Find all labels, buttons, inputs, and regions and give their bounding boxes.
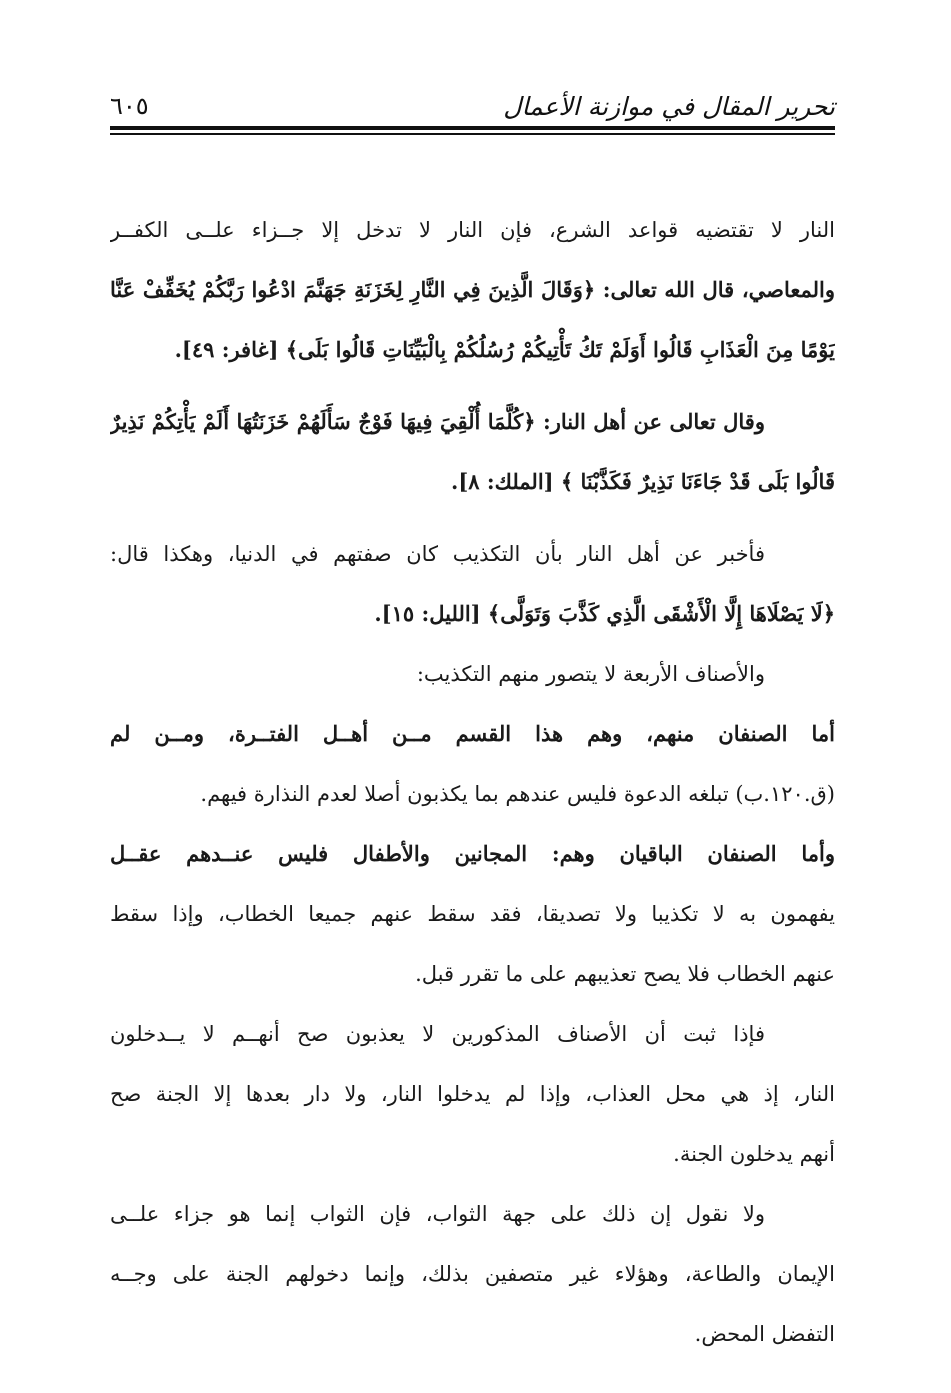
text-line-verse: قَالُوا بَلَى قَدْ جَاءَنَا نَذِيرٌ فَكَذَّبْنَا ﴾ [الملك: ٨]. (451, 469, 835, 494)
text-line: فإذا ثبت أن الأصناف المذكورين لا يعذبون صح أنهــم لا يــدخلون (110, 1022, 765, 1046)
text-line: أما الصنفان منهم، وهم هذا القسم مــن أهــل الفتــرة، ومــن لم (110, 721, 835, 746)
text-line-verse: والمعاصي، قال الله تعالى: ﴿وَقَالَ الَّذِينَ فِي النَّارِ لِخَزَنَةِ جَهَنَّمَ ادْعُوا رَبَّكُمْ يُخَفِّفْ عَنَّا (110, 277, 835, 302)
text-line: فأخبر عن أهل النار بأن التكذيب كان صفتهم في الدنيا، وهكذا قال: (110, 542, 765, 566)
header-rule-thin (110, 133, 835, 135)
page-header (110, 86, 835, 130)
text-line: وأما الصنفان الباقيان وهم: المجانين والأطفال فليس عنــدهم عقــل (110, 841, 835, 866)
text-line: عنهم الخطاب فلا يصح تعذيبهم على ما تقرر قبل. (415, 962, 835, 986)
text-line: النار لا تقتضيه قواعد الشرع، فإن النار لا تدخل إلا جــزاء علــى الكفــر (110, 218, 835, 242)
text-line: يفهمون به لا تكذيبا ولا تصديقا، فقد سقط عنهم جميعا الخطاب، وإذا سقط (110, 902, 835, 926)
text-line-with-margin-note: (ق.١٢٠.ب) تبلغه الدعوة فليس عندهم بما يكذبون أصلا لعدم النذارة فيهم. (200, 782, 835, 806)
text-line: النار، إذ هي محل العذاب، وإذا لم يدخلوا النار، ولا دار بعدها إلا الجنة صح (110, 1082, 835, 1106)
text-line: والأصناف الأربعة لا يتصور منهم التكذيب: (416, 662, 765, 686)
body-text (110, 200, 835, 1364)
text-line: ولا نقول إن ذلك على جهة الثواب، فإن الثواب إنما هو جزاء علــى (110, 1202, 765, 1226)
text-line-verse: وقال تعالى عن أهل النار: ﴿كُلَّمَا أُلْقِيَ فِيهَا فَوْجٌ سَأَلَهُمْ خَزَنَتُهَا أَلَمْ يَأْتِكُمْ نَذِيرٌ (110, 409, 765, 434)
text-line: أنهم يدخلون الجنة. (673, 1142, 835, 1166)
text-line: الإيمان والطاعة، وهؤلاء غير متصفين بذلك، وإنما دخولهم الجنة على وجــه (110, 1262, 835, 1286)
page-number: ٦٠٥ (110, 92, 149, 120)
header-rule-thick (110, 126, 835, 130)
text-line-verse: يَوْمًا مِنَ الْعَذَابِ قَالُوا أَوَلَمْ تَكُ تَأْتِيكُمْ رُسُلُكُمْ بِالْبَيِّنَاتِ قَالُوا بَلَى﴾ [غافر: ٤٩]. (174, 337, 835, 362)
text-line: التفضل المحض. (694, 1322, 835, 1346)
running-title: تحرير المقال في موازنة الأعمال (503, 92, 835, 121)
text-line-verse: ﴿لَا يَصْلَاهَا إِلَّا الْأَشْقَى الَّذِي كَذَّبَ وَتَوَلَّى﴾ [الليل: ١٥]. (374, 601, 835, 626)
